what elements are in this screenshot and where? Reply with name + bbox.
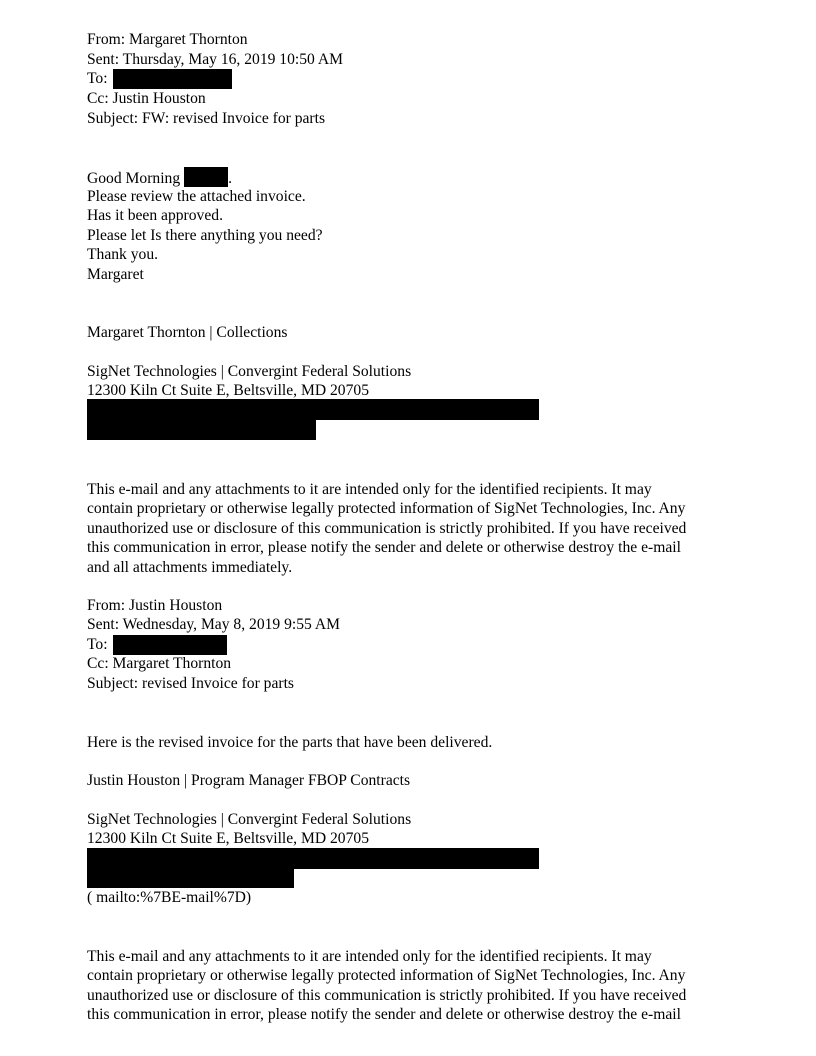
email1-sent: Sent: Thursday, May 16, 2019 10:50 AM	[87, 51, 343, 68]
email2-to-label: To:	[87, 636, 108, 653]
email2-body: Here is the revised invoice for the parts that have been delivered.	[87, 734, 493, 751]
email2-disclaimer-line: contain proprietary or otherwise legally protected information of SigNet Technologies, Inc. Any	[87, 967, 686, 984]
redaction-box	[184, 167, 228, 187]
email2-disclaimer-line: this communication in error, please notify the sender and delete or otherwise destroy the e-mail	[87, 1006, 681, 1023]
email2-from: From: Justin Houston	[87, 597, 223, 614]
email1-disclaimer-line: this communication in error, please notify the sender and delete or otherwise destroy the e-mail	[87, 539, 681, 556]
email2-company: SigNet Technologies | Convergint Federal Solutions	[87, 811, 412, 828]
email1-body-line: Margaret	[87, 266, 144, 283]
email1-from: From: Margaret Thornton	[87, 31, 248, 48]
email1-disclaimer-line: This e-mail and any attachments to it are intended only for the identified recipients. It may	[87, 481, 652, 498]
redaction-box	[87, 420, 316, 440]
email2-subject: Subject: revised Invoice for parts	[87, 675, 294, 692]
email1-body-line: Has it been approved.	[87, 207, 223, 224]
email2-sent: Sent: Wednesday, May 8, 2019 9:55 AM	[87, 616, 340, 633]
email2-mailto-link[interactable]: ( mailto:%7BE-mail%7D)	[87, 889, 252, 906]
email1-body-line: Please review the attached invoice.	[87, 188, 306, 205]
email1-company: SigNet Technologies | Convergint Federal Solutions	[87, 363, 412, 380]
email1-signature-name: Margaret Thornton | Collections	[87, 324, 288, 341]
email1-to-label: To:	[87, 70, 108, 87]
redaction-box	[87, 869, 294, 888]
redaction-box	[87, 399, 539, 420]
greeting-prefix: Good Morning	[87, 170, 181, 187]
redaction-box	[87, 848, 539, 869]
redaction-box	[113, 69, 232, 89]
email1-disclaimer-line: contain proprietary or otherwise legally protected information of SigNet Technologies, Inc. Any	[87, 500, 686, 517]
email2-disclaimer-line: unauthorized use or disclosure of this communication is strictly prohibited. If you have received	[87, 987, 687, 1004]
email1-disclaimer-line: unauthorized use or disclosure of this communication is strictly prohibited. If you have received	[87, 520, 687, 537]
email1-subject: Subject: FW: revised Invoice for parts	[87, 110, 326, 127]
greeting-suffix: .	[228, 170, 233, 187]
redaction-box	[113, 635, 227, 655]
email1-disclaimer-line: and all attachments immediately.	[87, 559, 293, 576]
email2-cc: Cc: Margaret Thornton	[87, 655, 232, 672]
email1-body-line: Please let Is there anything you need?	[87, 227, 323, 244]
email1-address: 12300 Kiln Ct Suite E, Beltsville, MD 20705	[87, 382, 369, 399]
email2-signature-name: Justin Houston | Program Manager FBOP Contracts	[87, 772, 411, 789]
email2-disclaimer-line: This e-mail and any attachments to it are intended only for the identified recipients. It may	[87, 948, 652, 965]
email1-body-line: Thank you.	[87, 246, 159, 263]
email1-greeting	[87, 167, 232, 188]
email2-address: 12300 Kiln Ct Suite E, Beltsville, MD 20705	[87, 830, 369, 847]
email1-cc: Cc: Justin Houston	[87, 90, 206, 107]
